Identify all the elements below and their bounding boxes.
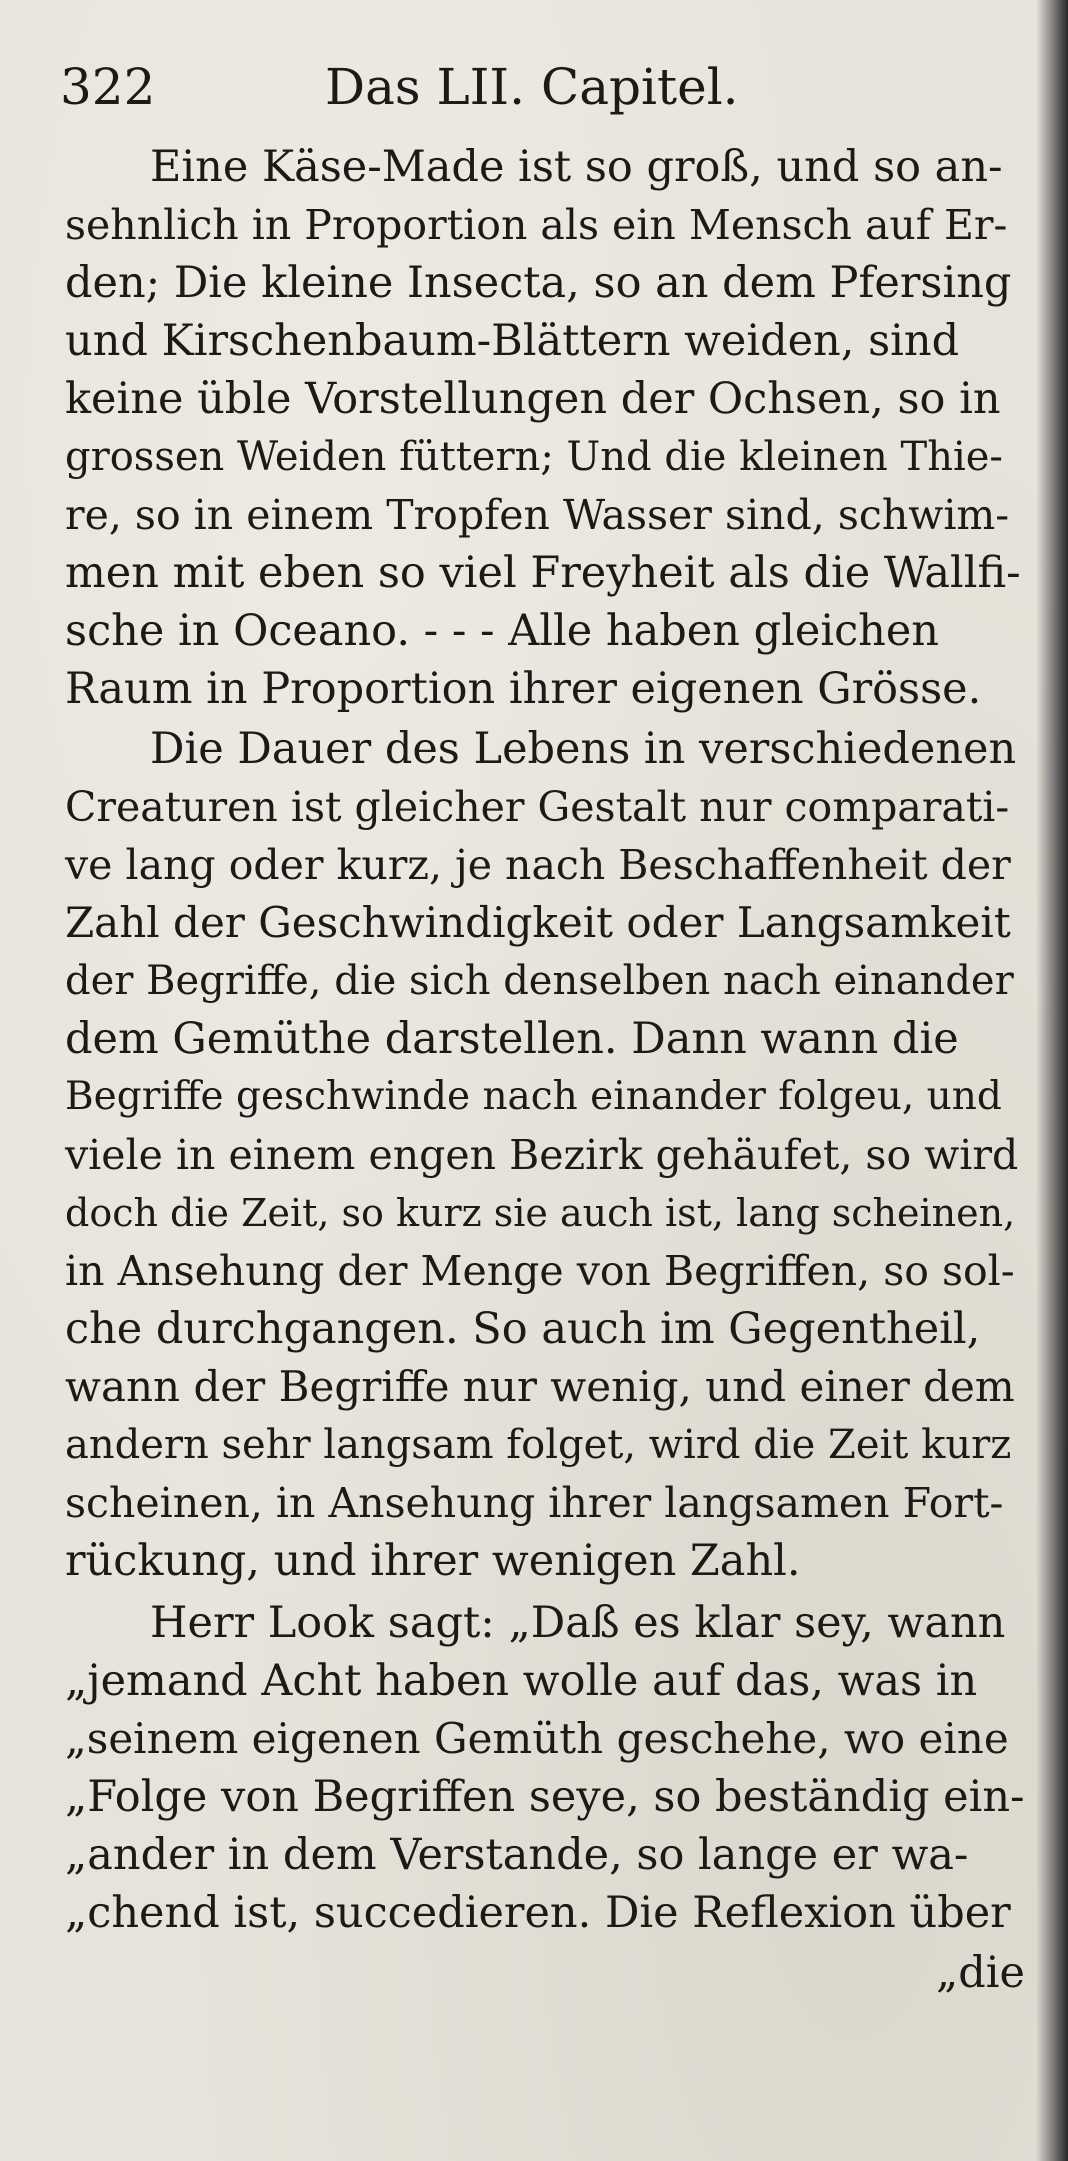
- text-line: viele in einem engen Bezirk gehäufet, so wird: [65, 1131, 1019, 1179]
- text-line: „ander in dem Verstande, so lange er wa-: [65, 1830, 969, 1880]
- text-line: andern sehr langsam folget, wird die Zeit kurz: [65, 1422, 1012, 1468]
- text-line: sche in Oceano. - - - Alle haben gleichen: [65, 606, 939, 656]
- text-line: sehnlich in Proportion als ein Mensch auf Er-: [65, 201, 1008, 249]
- text-line: dem Gemüthe darstellen. Dann wann die: [65, 1014, 959, 1064]
- text-line: grossen Weiden füttern; Und die kleinen Thie-: [65, 434, 1003, 480]
- page-edge-shadow: [1036, 0, 1068, 2161]
- text-line: und Kirschenbaum-Blättern weiden, sind: [65, 316, 960, 366]
- running-head: [60, 52, 1020, 122]
- text-line: ve lang oder kurz, je nach Beschaffenheit der: [65, 841, 1011, 889]
- text-line: den; Die kleine Insecta, so an dem Pfersing: [65, 258, 1012, 308]
- catchword: „die: [935, 1948, 1025, 1998]
- text-line: Herr Look sagt: „Daß es klar sey, wann: [150, 1598, 1006, 1648]
- text-line: keine üble Vorstellungen der Ochsen, so in: [65, 374, 1001, 424]
- text-line: Die Dauer des Lebens in verschiedenen: [150, 724, 1017, 774]
- text-line: che durchgangen. So auch im Gegentheil,: [65, 1304, 981, 1354]
- text-line: Begriffe geschwinde nach einander folgeu, und: [65, 1074, 1002, 1119]
- text-line: scheinen, in Ansehung ihrer langsamen Fort-: [65, 1479, 1004, 1527]
- text-line: der Begriffe, die sich denselben nach einander: [65, 958, 1014, 1004]
- text-line: Raum in Proportion ihrer eigenen Grösse.: [65, 664, 982, 714]
- text-line: re, so in einem Tropfen Wasser sind, schwim-: [65, 491, 1010, 539]
- text-line: Zahl der Geschwindigkeit oder Langsamkeit: [65, 898, 1011, 947]
- text-line: „seinem eigenen Gemüth geschehe, wo eine: [65, 1714, 1009, 1763]
- page-number: 322: [60, 58, 156, 116]
- text-line: Creaturen ist gleicher Gestalt nur comparati-: [65, 783, 1010, 831]
- text-line: men mit eben so viel Freyheit als die Wallfi-: [65, 548, 1021, 598]
- text-line: wann der Begriffe nur wenig, und einer dem: [65, 1362, 1015, 1411]
- chapter-title: Das LII. Capitel.: [325, 58, 739, 116]
- text-line: „Folge von Begriffen seye, so beständig ein-: [65, 1772, 1025, 1822]
- text-line: „jemand Acht haben wolle auf das, was in: [65, 1656, 978, 1706]
- text-line: Eine Käse-Made ist so groß, und so an-: [150, 142, 1003, 192]
- text-line: rückung, und ihrer wenigen Zahl.: [65, 1536, 801, 1586]
- text-line: „chend ist, succedieren. Die Reflexion über: [65, 1888, 1011, 1938]
- text-line: in Ansehung der Menge von Begriffen, so sol-: [65, 1247, 1015, 1295]
- text-line: doch die Zeit, so kurz sie auch ist, lang scheinen,: [65, 1191, 1016, 1235]
